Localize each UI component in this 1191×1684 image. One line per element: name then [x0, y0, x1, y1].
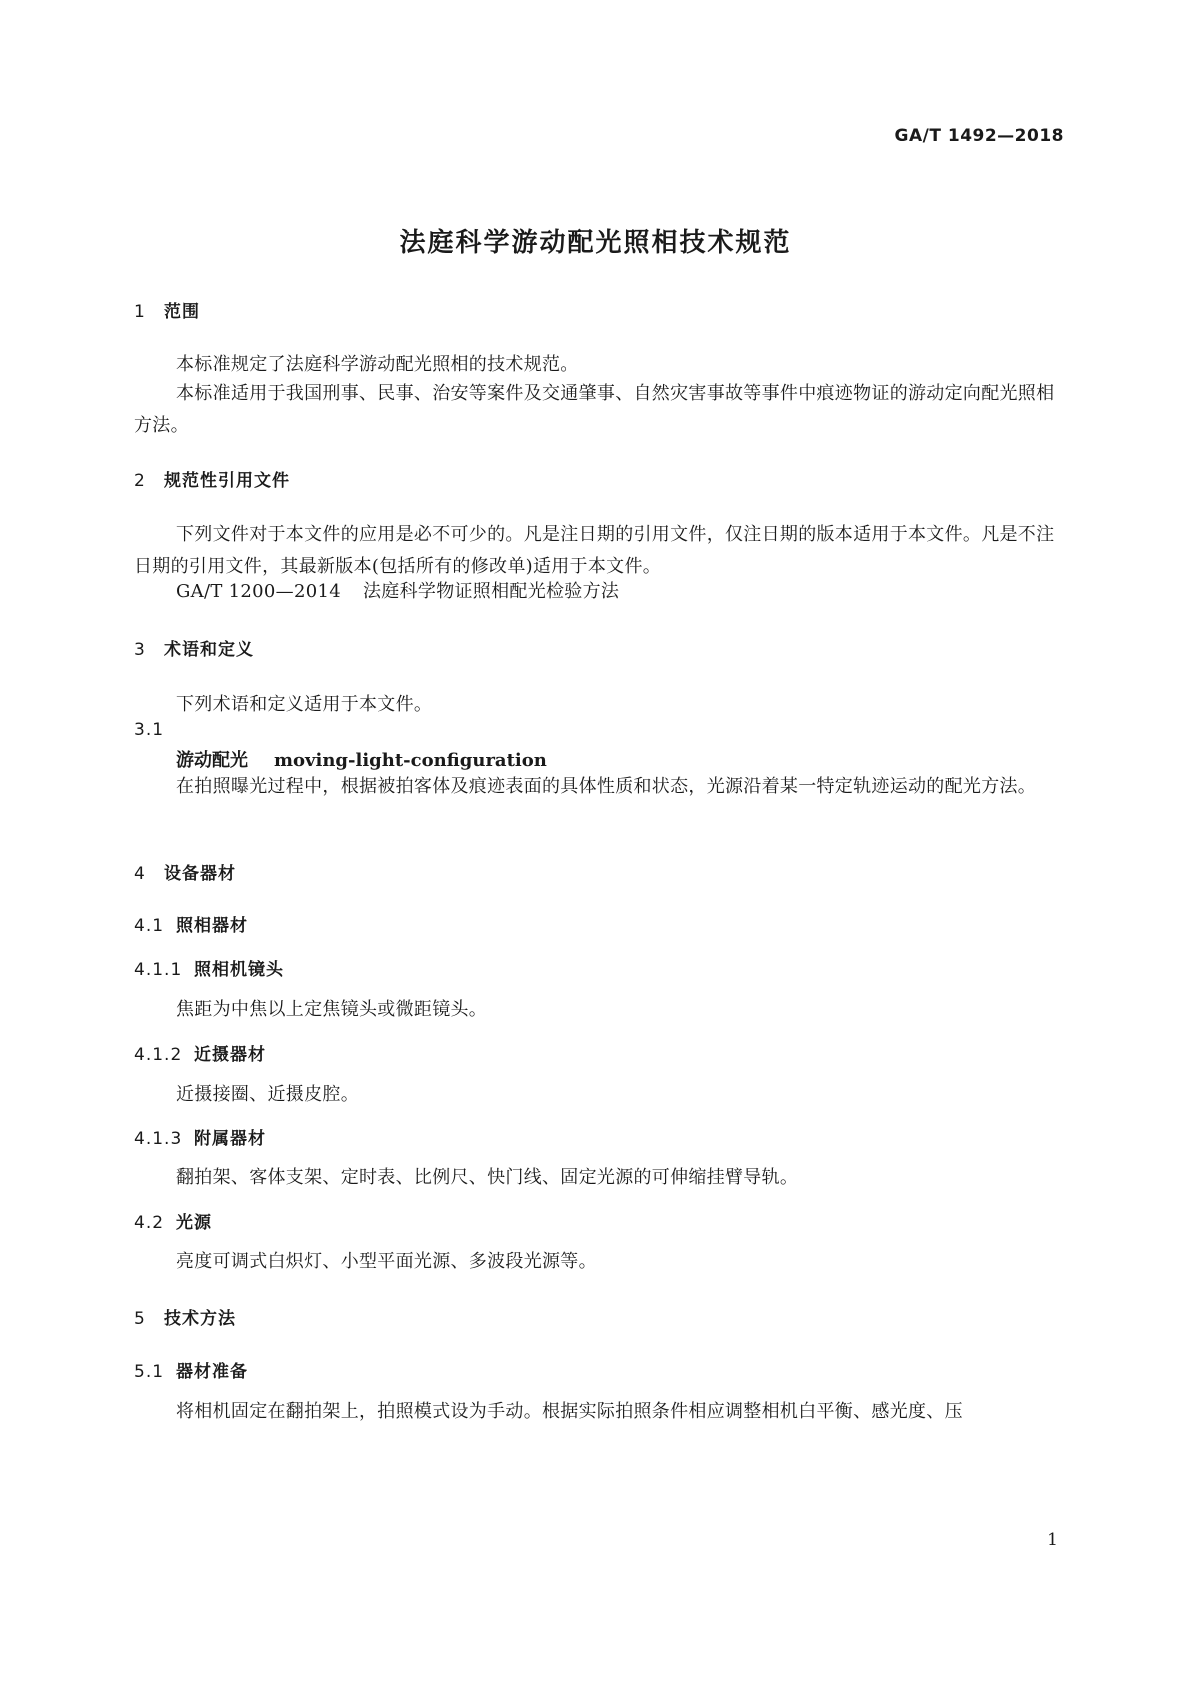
section-4-heading — [134, 859, 236, 884]
section-number: 4.1.2 — [134, 1045, 183, 1065]
section-number: 2 — [134, 471, 146, 491]
reference-title: 法庭科学物证照相配光检验方法 — [363, 581, 620, 602]
paragraph: 本标准适用于我国刑事、民事、治安等案件及交通肇事、自然灾害事故等事件中痕迹物证的游动定向配光照相方法。 — [134, 383, 1055, 436]
section-title: 附属器材 — [194, 1129, 266, 1149]
section-5-heading — [134, 1304, 236, 1329]
paragraph: 近摄接圈、近摄皮腔。 — [176, 1084, 359, 1105]
term-number: 3.1 — [134, 720, 165, 740]
reference-code: GA/T 1200—2014 — [176, 581, 341, 602]
subsection-4-1-heading — [134, 911, 248, 936]
section-title: 照相器材 — [176, 916, 248, 936]
section-2-heading — [134, 466, 290, 491]
section-number: 4 — [134, 864, 146, 884]
term-english: moving-light-configuration — [274, 750, 547, 771]
page-number: 1 — [1047, 1530, 1058, 1550]
paragraph: 焦距为中焦以上定焦镜头或微距镜头。 — [176, 999, 488, 1020]
section-number: 4.1.1 — [134, 960, 183, 980]
paragraph: 将相机固定在翻拍架上，拍照模式设为手动。根据实际拍照条件相应调整相机白平衡、感光度、压 — [176, 1401, 963, 1422]
section-title: 范围 — [164, 302, 200, 322]
section-title: 术语和定义 — [164, 640, 254, 660]
section-title: 光源 — [176, 1213, 212, 1233]
section-title: 器材准备 — [176, 1362, 248, 1382]
section-title: 规范性引用文件 — [164, 471, 290, 491]
subsection-4-1-3-heading — [134, 1124, 266, 1149]
standard-code: GA/T 1492—2018 — [894, 126, 1064, 146]
paragraph: 翻拍架、客体支架、定时表、比例尺、快门线、固定光源的可伸缩挂臂导轨。 — [176, 1167, 799, 1188]
paragraph: 本标准规定了法庭科学游动配光照相的技术规范。 — [176, 354, 579, 375]
normative-reference — [176, 577, 619, 603]
subsection-4-1-1-heading — [134, 955, 284, 980]
paragraph: 亮度可调式白炽灯、小型平面光源、多波段光源等。 — [176, 1251, 597, 1272]
section-1-heading — [134, 297, 200, 322]
section-number: 4.1 — [134, 916, 165, 936]
term-definition: 在拍照曝光过程中，根据被拍客体及痕迹表面的具体性质和状态，光源沿着某一特定轨迹运动的配光方法。 — [176, 776, 1037, 797]
section-title: 技术方法 — [164, 1309, 236, 1329]
section-title: 近摄器材 — [194, 1045, 266, 1065]
section-number: 5 — [134, 1309, 146, 1329]
section-3-heading — [134, 635, 254, 660]
subsection-4-1-2-heading — [134, 1040, 266, 1065]
section-number: 4.1.3 — [134, 1129, 183, 1149]
paragraph: 下列文件对于本文件的应用是必不可少的。凡是注日期的引用文件，仅注日期的版本适用于本文件。凡是不注日期的引用文件，其最新版本(包括所有的修改单)适用于本文件。 — [134, 524, 1055, 577]
term-entry — [176, 746, 547, 772]
section-number: 3 — [134, 640, 146, 660]
section-number: 4.2 — [134, 1213, 165, 1233]
section-number: 1 — [134, 302, 146, 322]
subsection-5-1-heading — [134, 1357, 248, 1382]
document-title: 法庭科学游动配光照相技术规范 — [399, 228, 792, 258]
section-title: 设备器材 — [164, 864, 236, 884]
term-chinese: 游动配光 — [176, 750, 248, 771]
section-number: 5.1 — [134, 1362, 165, 1382]
paragraph: 下列术语和定义适用于本文件。 — [176, 694, 433, 715]
section-title: 照相机镜头 — [194, 960, 284, 980]
subsection-4-2-heading — [134, 1208, 212, 1233]
